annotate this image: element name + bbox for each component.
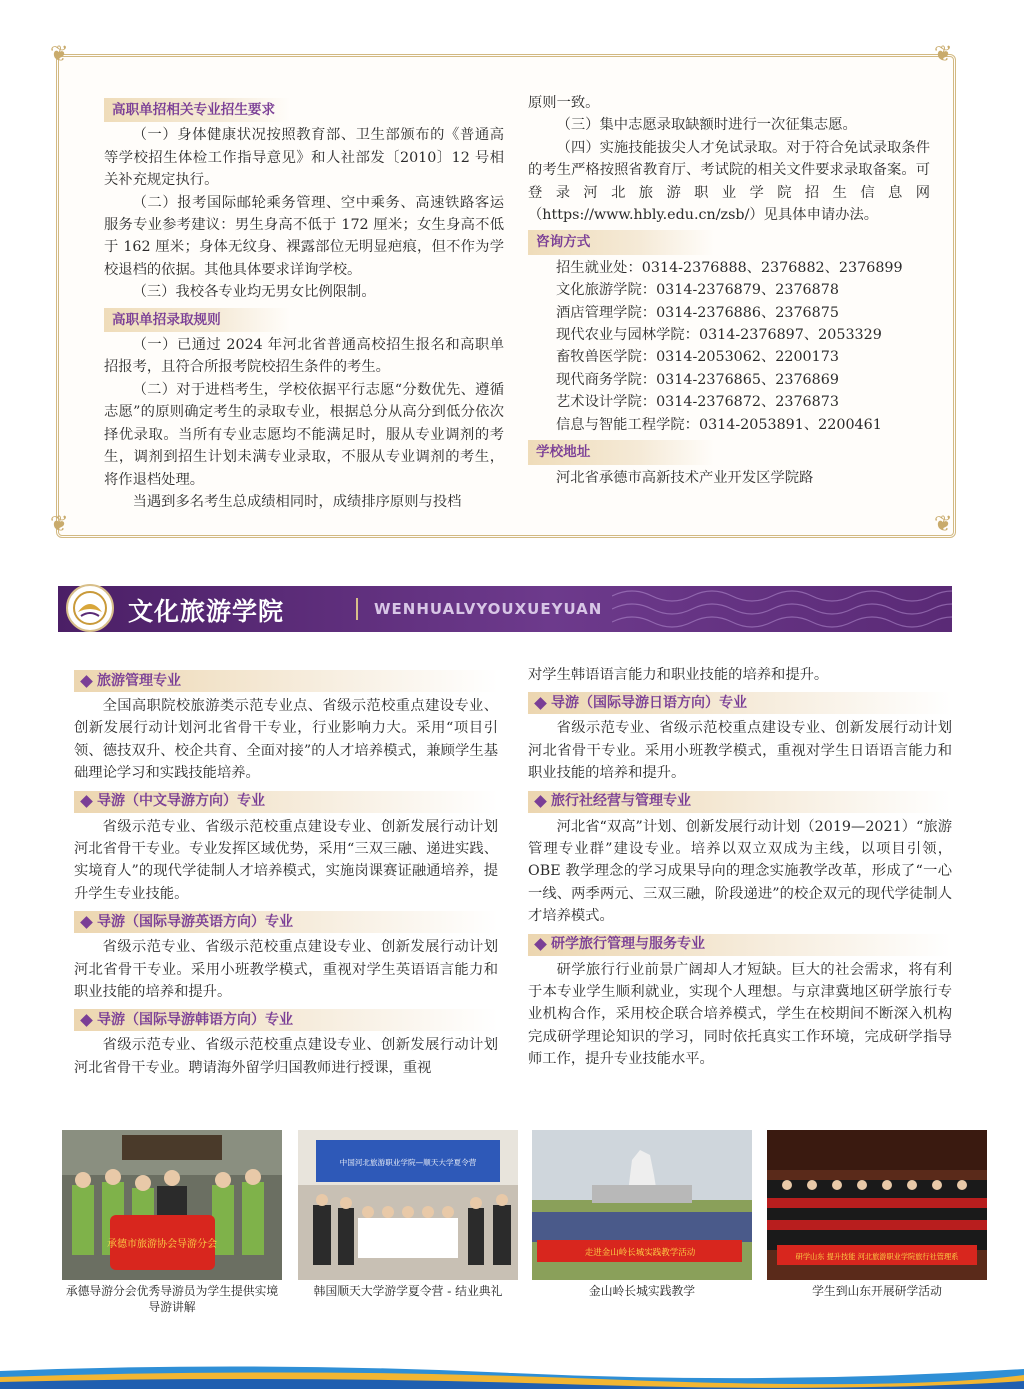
paragraph: 省级示范专业、省级示范校重点建设专业、创新发展行动计划河北省骨干专业。聘请海外留学归国教师进行授课，重视 [74,1037,498,1076]
paragraph: （一）已通过 2024 年河北省普通高校招生报名和高职单招报考，且符合所报考院校招生条件的考生。 [104,337,504,376]
diamond-bullet-icon [80,916,93,929]
major-heading [528,692,952,714]
info-line: 艺术设计学院：0314-2376872、2376873 [556,394,839,411]
college-left-column [74,664,498,1079]
photo-banner-text: 走进金山岭长城实践教学活动 [584,1248,696,1258]
major-heading-text: 旅游管理专业 [97,672,181,689]
paragraph: （二）对于进档考生，学校依据平行志愿“分数优先、遵循志愿”的原则确定考生的录取专业，根据总分从高分到低分依次择优录取。当所有专业志愿均不能满足时，服从专业调剂的考生，调剂到招生计划未满专业录取，不服从专业调剂的考生，将作退档处理。 [104,381,504,488]
section-heading: 高职单招录取规则 [104,308,290,332]
paragraph: 省级示范专业、省级示范校重点建设专业、创新发展行动计划河北省骨干专业。采用小班教学模式，重视对学生日语语言能力和职业技能的培养和提升。 [528,720,952,782]
paragraph: （一）身体健康状况按照教育部、卫生部颁布的《普通高等学校招生体检工作指导意见》和人社部发〔2010〕12 号相关补充规定执行。 [104,127,504,189]
major-heading [74,791,498,813]
school-logo-icon [66,584,114,632]
section-heading: 咨询方式 [528,230,714,254]
corner-ornament-icon: ❦ [934,42,953,67]
paragraph: （三）集中志愿录取缺额时进行一次征集志愿。 [556,117,857,134]
info-line: 现代农业与园林学院：0314-2376897、2053329 [556,327,882,344]
photo-caption: 韩国顺天大学游学夏令营 - 结业典礼 [313,1284,503,1298]
photo-shandong-study [767,1130,987,1280]
major-heading [528,791,952,813]
photo-summer-camp [298,1130,518,1280]
major-heading [74,670,498,692]
corner-ornament-icon: ❦ [50,512,69,537]
photo-great-wall [532,1130,752,1280]
footer-color-stripe [0,1363,1024,1389]
info-line: 酒店管理学院：0314-2376886、2376875 [556,304,839,321]
paragraph: （二）报考国际邮轮乘务管理、空中乘务、高速铁路客运服务专业参考建议：男生身高不低于 172 厘米；女生身高不低于 162 厘米；身体无纹身、裸露部位无明显疤痕，但不作为学校退档的依据。其他具体要求详询学校。 [104,194,504,278]
photo-banner-text: 承德市旅游协会导游分会 [107,1239,217,1250]
banner-wave-pattern-icon [612,586,952,632]
section-heading: 学校地址 [528,440,714,464]
section-heading: 高职单招相关专业招生要求 [104,98,290,122]
banner-title: 文化旅游学院 [128,597,285,626]
paragraph: （三）我校各专业均无男女比例限制。 [132,284,376,301]
info-line: 畜牧兽医学院：0314-2053062、2200173 [556,349,839,366]
major-heading [528,934,952,956]
diamond-bullet-icon [80,795,93,808]
photo-banner-text: 研学山东 提升技能 河北旅游职业学院旅行社管理系 [795,1252,959,1261]
info-line: 招生就业处：0314-2376888、2376882、2376899 [556,259,903,276]
paragraph: （四）实施技能拔尖人才免试录取。对于符合免试录取条件的考生严格按照省教育厅、考试院的相关文件要求录取备案。可登录河北旅游职业学院招生信息网（https://www.hbly.edu.cn/zsb/）见具体申请办法。 [528,139,930,224]
diamond-bullet-icon [80,1014,93,1027]
info-line: 现代商务学院：0314-2376865、2376869 [556,371,839,388]
paragraph: 原则一致。 [528,95,600,111]
major-heading-text: 旅行社经营与管理专业 [551,793,691,810]
top-right-column [528,92,930,489]
corner-ornament-icon: ❦ [50,42,69,67]
major-heading-text: 研学旅行管理与服务专业 [551,936,705,953]
photo-banner-text: 中国河北旅游职业学院—顺天大学夏令营 [339,1158,477,1167]
paragraph: 研学旅行行业前景广阔却人才短缺。巨大的社会需求，将有利于本专业学生顺利就业，实现个人理想。与京津冀地区研学旅行专业机构合作，采用校企联合培养模式，学生在校期间不断深入机构完成研学理论知识的学习，同时依托真实工作环境，完成研学指导师工作，提升专业技能水平。 [528,961,952,1068]
photo-caption: 承德导游分会优秀导游员为学生提供实境导游讲解 [65,1284,279,1314]
major-heading [74,1009,498,1031]
banner-subtitle: WENHUALVYOUXUEYUAN [374,600,603,618]
corner-ornament-icon: ❦ [934,512,953,537]
paragraph: 省级示范专业、省级示范校重点建设专业、创新发展行动计划河北省骨干专业。专业发挥区域优势，采用“三双三融、递进实践、实境育人”的现代学徒制人才培养模式，实施岗课赛证融通培养，提升学生专业技能。 [74,818,498,902]
banner-divider [356,598,358,620]
top-left-column [104,94,504,513]
paragraph: 河北省“双高”计划、创新发展行动计划（2019—2021）“旅游管理专业群”建设专业。培养以双立双成为主线，以项目引领，OBE 教学理念的学习成果导向的理念实施教学改革，形成了“一心一线、两季两元、三双三融，阶段递进”的校企双元的现代学徒制人才培养模式。 [528,818,952,925]
photo-guide-association [62,1130,282,1280]
info-line: 河北省承德市高新技术产业开发区学院路 [556,469,814,486]
photo-caption: 学生到山东开展研学活动 [812,1284,942,1298]
diamond-bullet-icon [534,938,547,951]
photo-caption: 金山岭长城实践教学 [588,1284,696,1298]
diamond-bullet-icon [534,795,547,808]
paragraph: 当遇到多名考生总成绩相同时，成绩排序原则与投档 [132,493,462,510]
diamond-bullet-icon [80,675,93,688]
diamond-bullet-icon [534,697,547,710]
info-line: 文化旅游学院：0314-2376879、2376878 [556,282,839,299]
major-heading-text: 导游（中文导游方向）专业 [97,793,265,810]
college-banner [58,586,952,632]
major-heading [74,911,498,933]
paragraph: 省级示范专业、省级示范校重点建设专业、创新发展行动计划河北省骨干专业。采用小班教学模式，重视对学生英语语言能力和职业技能的培养和提升。 [74,939,498,1001]
college-right-column [528,664,952,1071]
major-heading-text: 导游（国际导游日语方向）专业 [551,695,747,712]
paragraph: 对学生韩语语言能力和职业技能的培养和提升。 [528,667,829,683]
paragraph: 全国高职院校旅游类示范专业点、省级示范校重点建设专业、创新发展行动计划河北省骨干专业，行业影响力大。采用“项目引领、德技双升、校企共育、全面对接”的人才培养模式，兼顾学生基础理论学习和实践技能培养。 [74,698,498,782]
major-heading-text: 导游（国际导游韩语方向）专业 [97,1012,293,1029]
info-line: 信息与智能工程学院：0314-2053891、2200461 [556,416,882,433]
major-heading-text: 导游（国际导游英语方向）专业 [97,914,293,931]
